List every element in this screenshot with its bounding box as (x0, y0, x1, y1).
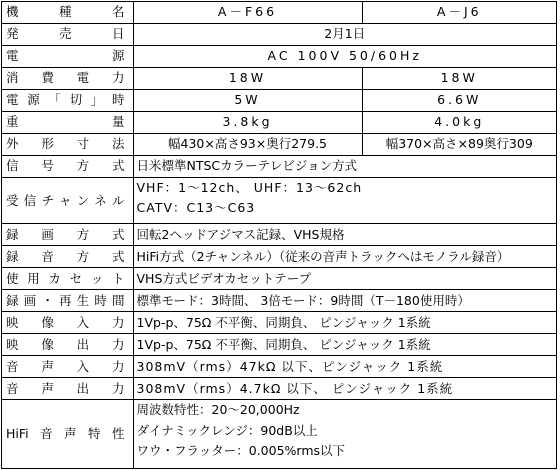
row-hifi (2, 400, 556, 468)
label-standby: 電源「切」時 (2, 89, 133, 111)
label-model: 機種名 (2, 2, 133, 23)
row-weight (2, 111, 556, 133)
label-power: 電源 (2, 45, 133, 67)
value-channels (133, 177, 556, 223)
value-hifi (133, 400, 556, 468)
standby-b: 6.6W (362, 89, 556, 111)
row-cassette (2, 268, 556, 290)
spec-table (2, 2, 556, 468)
label-audio-in: 音声入力 (2, 356, 133, 378)
label-consumption: 消費電力 (2, 67, 133, 89)
label-record: 録画方式 (2, 224, 133, 246)
label-weight: 重量 (2, 111, 133, 133)
value-video-in: 1Vp-p、75Ω 不平衡、同期負、 ピンジャック 1系統 (133, 312, 556, 334)
label-video-in: 映像入力 (2, 312, 133, 334)
model-b: A－J6 (362, 2, 556, 23)
row-model (2, 2, 556, 23)
row-channels (2, 177, 556, 223)
spec-sheet (1, 1, 557, 469)
value-rec-time: 標準モード：3時間、 3倍モード：9時間（T－180使用時） (133, 290, 556, 312)
row-dimensions (2, 133, 556, 155)
dimensions-a: 幅430×高さ93×奥行279.5 (133, 133, 362, 155)
hifi-line: 周波数特性：20～20,000Hz (136, 402, 300, 418)
consumption-a: 18W (133, 67, 362, 89)
label-audio-out: 音声出力 (2, 378, 133, 400)
label-channels: 受信チャンネル (2, 177, 133, 223)
row-audio-out (2, 378, 556, 400)
row-video-in (2, 312, 556, 334)
row-consumption (2, 67, 556, 89)
channels-line: VHF：1～12ch、 UHF：13～62ch (136, 179, 363, 195)
row-audio-in (2, 356, 556, 378)
value-cassette: VHS方式ビデオカセットテープ (133, 268, 556, 290)
row-video-out (2, 334, 556, 356)
row-audio-rec (2, 246, 556, 268)
label-hifi: HiFi音声特性 (2, 400, 133, 468)
dimensions-b: 幅370×高さ×89奥行309 (362, 133, 556, 155)
weight-b: 4.0kg (362, 111, 556, 133)
value-video-out: 1Vp-p、75Ω 不平衡、同期負、 ピンジャック 1系統 (133, 334, 556, 356)
value-power: AC 100V 50/60Hz (133, 45, 556, 67)
weight-a: 3.8kg (133, 111, 362, 133)
model-a: A－F66 (133, 2, 362, 23)
value-audio-in: 308mV（rms）47kΩ 以下、ピンジャック 1系統 (133, 356, 556, 378)
label-release: 発売日 (2, 23, 133, 45)
label-video-out: 映像出力 (2, 334, 133, 356)
row-signal (2, 155, 556, 177)
label-audio-rec: 録音方式 (2, 246, 133, 268)
row-standby (2, 89, 556, 111)
value-audio-rec: HiFi方式（2チャンネル）（従来の音声トラックへはモノラル録音） (133, 246, 556, 268)
hifi-line: ワウ・フラッター：0.005%rms以下 (136, 443, 346, 459)
consumption-b: 18W (362, 67, 556, 89)
label-cassette: 使用カセット (2, 268, 133, 290)
row-record (2, 224, 556, 246)
row-release (2, 23, 556, 45)
value-record: 回転2ヘッドアジマス記録、VHS規格 (133, 224, 556, 246)
value-audio-out: 308mV（rms）4.7kΩ 以下、 ピンジャック 1系統 (133, 378, 556, 400)
row-rec-time (2, 290, 556, 312)
label-dimensions: 外形寸法 (2, 133, 133, 155)
value-release: 2月1日 (133, 23, 556, 45)
standby-a: 5W (133, 89, 362, 111)
value-signal: 日米標準NTSCカラーテレビジョン方式 (133, 155, 556, 177)
channels-line: CATV：C13～C63 (136, 200, 256, 216)
label-signal: 信号方式 (2, 155, 133, 177)
label-rec-time: 録画・再生時間 (2, 290, 133, 312)
row-power (2, 45, 556, 67)
hifi-line: ダイナミックレンジ：90dB以上 (136, 422, 318, 438)
